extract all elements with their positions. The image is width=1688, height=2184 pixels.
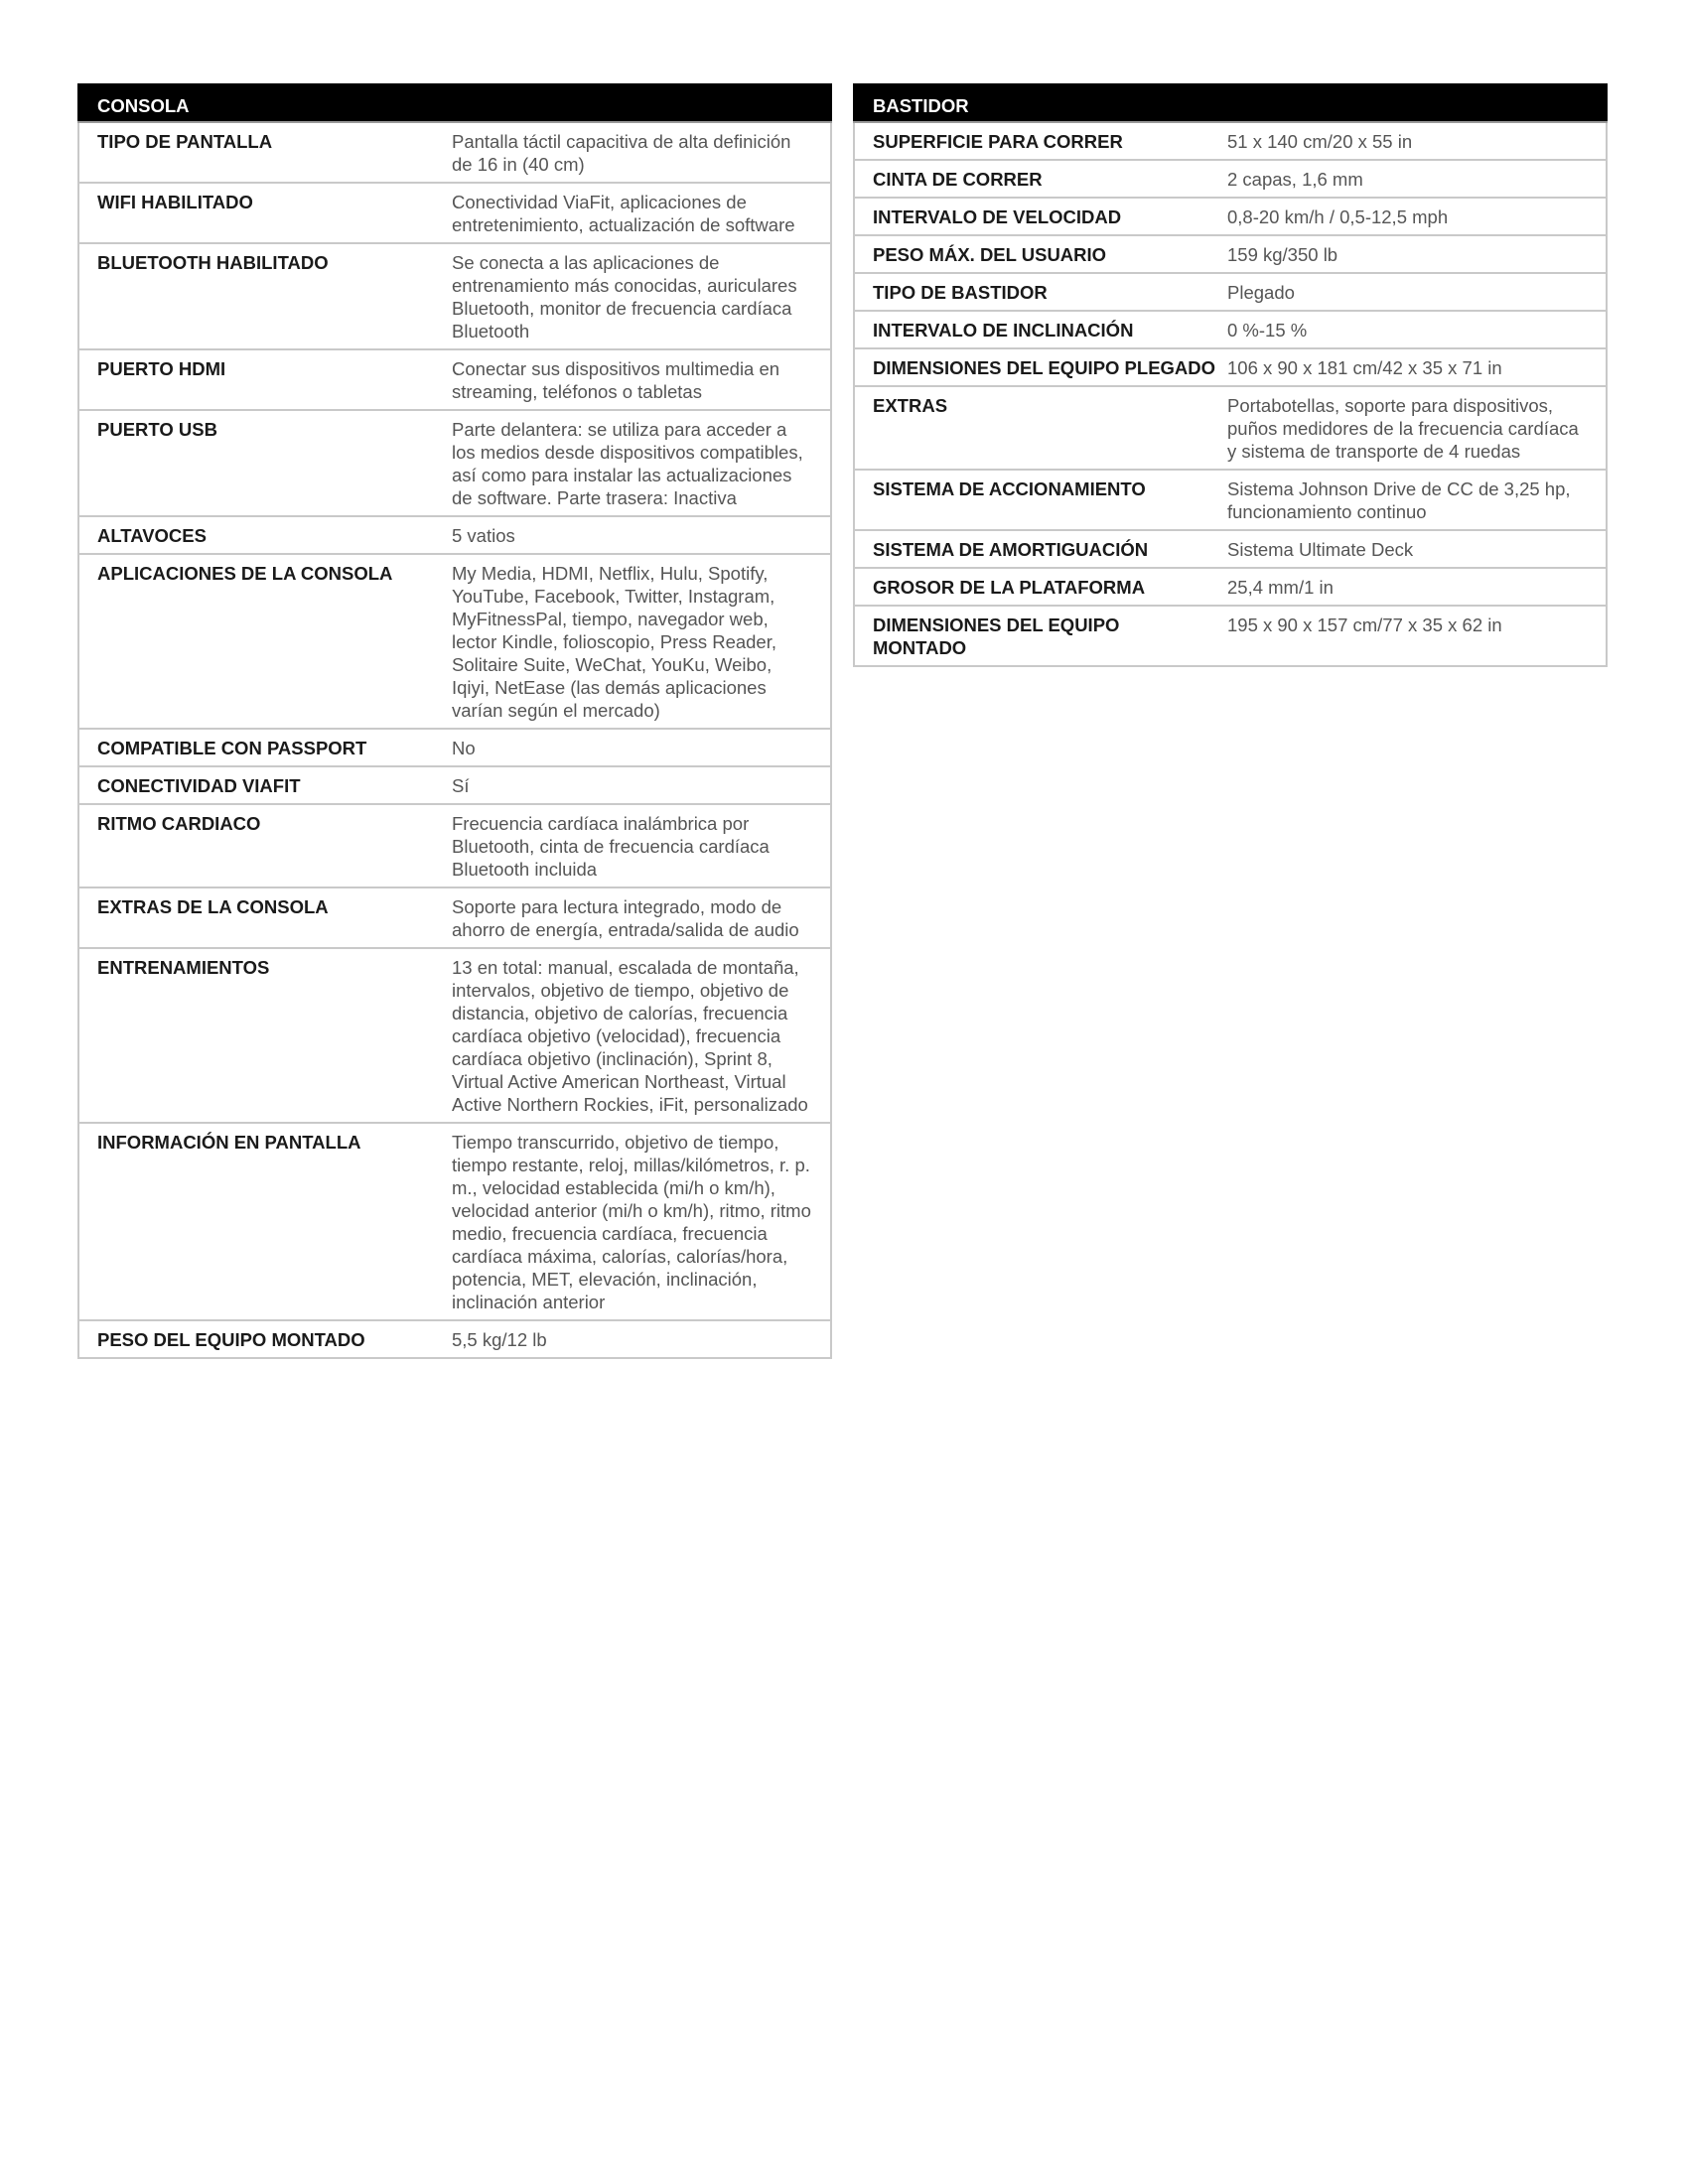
table-row [854, 198, 1607, 235]
spec-value: Tiempo transcurrido, objetivo de tiempo, tiempo restante, reloj, millas/kilómetros, r. p. m., velocidad establecida (mi/h o km/h), velocidad anterior (mi/h o km/h), ritmo, ritmo medio, frecuencia cardíaca, frecuencia cardíaca máxima, calorías, calorías/hora, potencia, MET, elevación, inclinación, inclinación anterior [452, 1123, 831, 1320]
spec-value: 5,5 kg/12 lb [452, 1320, 831, 1358]
spec-label: PUERTO USB [78, 410, 452, 516]
spec-value: Portabotellas, soporte para dispositivos, puños medidores de la frecuencia cardíaca y sistema de transporte de 4 ruedas [1227, 386, 1607, 470]
spec-label: INTERVALO DE VELOCIDAD [854, 198, 1227, 235]
table-row [78, 516, 831, 554]
spec-value: 0 %-15 % [1227, 311, 1607, 348]
table-row [78, 122, 831, 183]
table-row [78, 948, 831, 1123]
spec-value: Sí [452, 766, 831, 804]
table-row [78, 766, 831, 804]
bastidor-spec-table [853, 83, 1608, 667]
consola-rows [78, 122, 831, 1358]
spec-value: 106 x 90 x 181 cm/42 x 35 x 71 in [1227, 348, 1607, 386]
table-row [78, 243, 831, 349]
spec-label: WIFI HABILITADO [78, 183, 452, 243]
table-row [854, 470, 1607, 530]
spec-value: Soporte para lectura integrado, modo de ahorro de energía, entrada/salida de audio [452, 887, 831, 948]
spec-label: EXTRAS DE LA CONSOLA [78, 887, 452, 948]
spec-label: GROSOR DE LA PLATAFORMA [854, 568, 1227, 606]
consola-spec-table [77, 83, 832, 1359]
table-row [78, 349, 831, 410]
spec-value: Sistema Ultimate Deck [1227, 530, 1607, 568]
spec-label: CONECTIVIDAD VIAFIT [78, 766, 452, 804]
bastidor-header-row [854, 84, 1607, 122]
spec-value: Conectar sus dispositivos multimedia en streaming, teléfonos o tabletas [452, 349, 831, 410]
spec-value: 5 vatios [452, 516, 831, 554]
spec-value: 13 en total: manual, escalada de montaña, intervalos, objetivo de tiempo, objetivo de distancia, objetivo de calorías, frecuencia cardíaca objetivo (velocidad), frecuencia cardíaca objetivo (inclinación), Sprint 8, Virtual Active American Northeast, Virtual Active Northern Rockies, iFit, personalizado [452, 948, 831, 1123]
table-row [854, 530, 1607, 568]
spec-value: Sistema Johnson Drive de CC de 3,25 hp, funcionamiento continuo [1227, 470, 1607, 530]
table-row [78, 1320, 831, 1358]
table-row [854, 348, 1607, 386]
table-row [854, 386, 1607, 470]
table-row [78, 729, 831, 766]
spec-value: 159 kg/350 lb [1227, 235, 1607, 273]
spec-label: EXTRAS [854, 386, 1227, 470]
table-row [854, 235, 1607, 273]
spec-value: 2 capas, 1,6 mm [1227, 160, 1607, 198]
spec-label: SISTEMA DE ACCIONAMIENTO [854, 470, 1227, 530]
spec-label: INTERVALO DE INCLINACIÓN [854, 311, 1227, 348]
spec-label: INFORMACIÓN EN PANTALLA [78, 1123, 452, 1320]
consola-header-row [78, 84, 831, 122]
bastidor-rows [854, 122, 1607, 666]
spec-label: BLUETOOTH HABILITADO [78, 243, 452, 349]
spec-label: ENTRENAMIENTOS [78, 948, 452, 1123]
table-row [78, 183, 831, 243]
spec-label: SUPERFICIE PARA CORRER [854, 122, 1227, 160]
spec-value: Parte delantera: se utiliza para acceder a los medios desde dispositivos compatibles, así como para instalar las actualizaciones de software. Parte trasera: Inactiva [452, 410, 831, 516]
spec-label: RITMO CARDIACO [78, 804, 452, 887]
spec-label: APLICACIONES DE LA CONSOLA [78, 554, 452, 729]
table-row [78, 887, 831, 948]
table-row [854, 273, 1607, 311]
spec-value: Frecuencia cardíaca inalámbrica por Bluetooth, cinta de frecuencia cardíaca Bluetooth incluida [452, 804, 831, 887]
spec-label: CINTA DE CORRER [854, 160, 1227, 198]
spec-value: Pantalla táctil capacitiva de alta definición de 16 in (40 cm) [452, 122, 831, 183]
spec-label: COMPATIBLE CON PASSPORT [78, 729, 452, 766]
spec-label: SISTEMA DE AMORTIGUACIÓN [854, 530, 1227, 568]
bastidor-section-title: BASTIDOR [854, 84, 1607, 122]
spec-label: DIMENSIONES DEL EQUIPO PLEGADO [854, 348, 1227, 386]
spec-label: ALTAVOCES [78, 516, 452, 554]
spec-label: PESO DEL EQUIPO MONTADO [78, 1320, 452, 1358]
spec-value: 0,8-20 km/h / 0,5-12,5 mph [1227, 198, 1607, 235]
consola-section-title: CONSOLA [78, 84, 831, 122]
table-row [854, 160, 1607, 198]
table-row [854, 568, 1607, 606]
table-row [854, 122, 1607, 160]
spec-value: 25,4 mm/1 in [1227, 568, 1607, 606]
spec-value: Plegado [1227, 273, 1607, 311]
spec-value: 51 x 140 cm/20 x 55 in [1227, 122, 1607, 160]
spec-label: TIPO DE BASTIDOR [854, 273, 1227, 311]
table-row [854, 311, 1607, 348]
spec-label: PESO MÁX. DEL USUARIO [854, 235, 1227, 273]
spec-label: TIPO DE PANTALLA [78, 122, 452, 183]
spec-label: DIMENSIONES DEL EQUIPO MONTADO [854, 606, 1227, 666]
table-row [78, 804, 831, 887]
table-row [78, 1123, 831, 1320]
spec-value: Se conecta a las aplicaciones de entrenamiento más conocidas, auriculares Bluetooth, monitor de frecuencia cardíaca Bluetooth [452, 243, 831, 349]
table-row [78, 410, 831, 516]
spec-value: No [452, 729, 831, 766]
table-row [78, 554, 831, 729]
spec-value: My Media, HDMI, Netflix, Hulu, Spotify, YouTube, Facebook, Twitter, Instagram, MyFitnessPal, tiempo, navegador web, lector Kindle, folioscopio, Press Reader, Solitaire Suite, WeChat, YouKu, Weibo, Iqiyi, NetEase (las demás aplicaciones varían según el mercado) [452, 554, 831, 729]
spec-value: 195 x 90 x 157 cm/77 x 35 x 62 in [1227, 606, 1607, 666]
spec-label: PUERTO HDMI [78, 349, 452, 410]
table-row [854, 606, 1607, 666]
spec-value: Conectividad ViaFit, aplicaciones de entretenimiento, actualización de software [452, 183, 831, 243]
